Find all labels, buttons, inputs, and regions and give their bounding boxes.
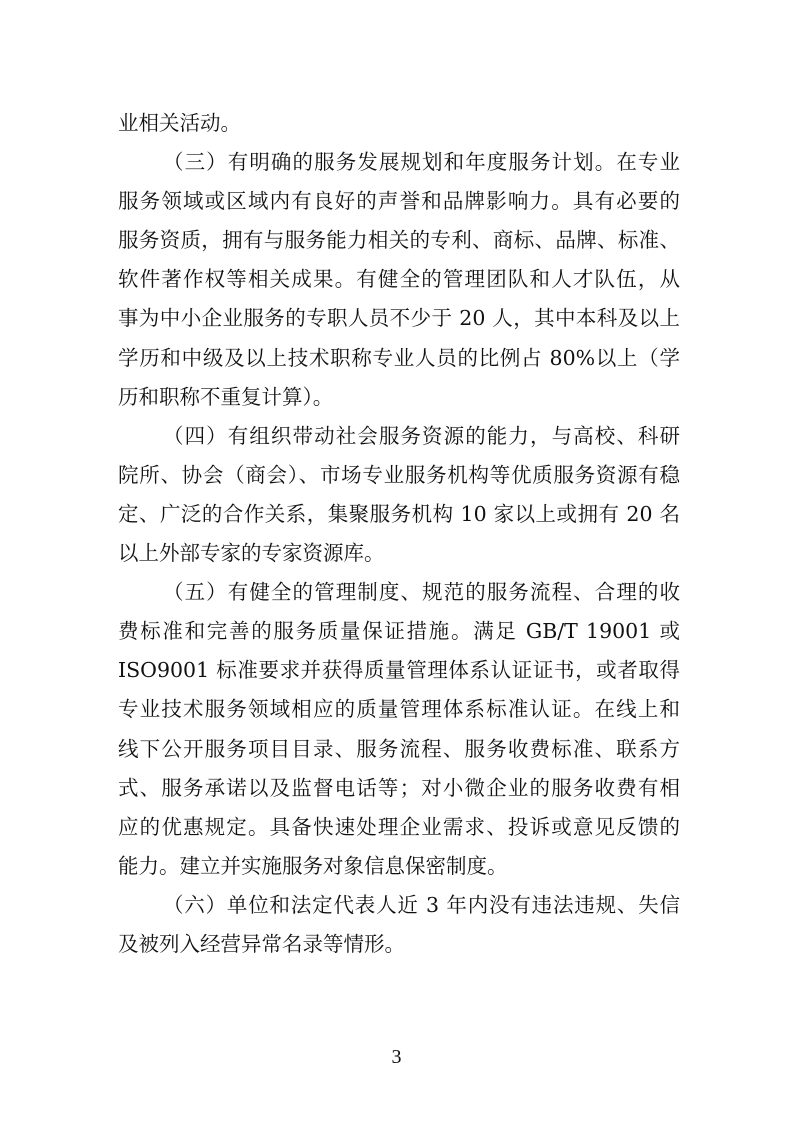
text-line: 能力。建立并实施服务对象信息保密制度。 [118,853,508,878]
text-line: 院所、协会（商会）、市场专业服务机构等优质服务资源有稳 [118,462,680,487]
text-line: 定、广泛的合作关系，集聚服务机构 10 家以上或拥有 20 名 [118,501,680,526]
paragraph-item-5 [118,573,680,886]
text-line: 业相关活动。 [118,111,241,135]
text-line: （三）有明确的服务发展规划和年度服务计划。在专业 [163,150,680,175]
text-line: 事为中小企业服务的专职人员不少于 20 人，其中本科及以上 [118,306,680,331]
text-line: 式、服务承诺以及监督电话等；对小微企业的服务收费有相 [118,775,680,800]
paragraph-continuation [118,104,680,143]
text-line: 历和职称不重复计算）。 [118,384,334,409]
paragraph-item-4 [118,417,680,573]
text-line: 线下公开服务项目目录、服务流程、服务收费标准、联系方 [118,736,680,761]
text-line: 软件著作权等相关成果。有健全的管理团队和人才队伍，从 [118,267,680,292]
paragraph-item-3 [118,143,680,417]
text-line: （五）有健全的管理制度、规范的服务流程、合理的收 [163,580,680,605]
text-line: 服务领域或区域内有良好的声誉和品牌影响力。具有必要的 [118,189,680,214]
text-line: （四）有组织带动社会服务资源的能力，与高校、科研 [163,423,680,448]
page-number: 3 [391,1046,402,1068]
text-line: 及被列入经营异常名录等情形。 [118,931,405,956]
text-line: 学历和中级及以上技术职称专业人员的比例占 80%以上（学 [118,345,680,370]
text-line: ISO9001 标准要求并获得质量管理体系认证证书，或者取得 [118,658,680,683]
text-line: 应的优惠规定。具备快速处理企业需求、投诉或意见反馈的 [118,814,680,839]
text-line: 服务资质，拥有与服务能力相关的专利、商标、品牌、标准、 [118,228,680,253]
body-text [118,104,680,964]
text-line: 以上外部专家的专家资源库。 [118,541,385,566]
paragraph-item-6 [118,886,680,964]
text-line: 费标准和完善的服务质量保证措施。满足 GB/T 19001 或 [118,619,680,644]
text-line: （六）单位和法定代表人近 3 年内没有违法违规、失信 [163,892,680,917]
text-line: 专业技术服务领域相应的质量管理体系标准认证。在线上和 [118,697,680,722]
